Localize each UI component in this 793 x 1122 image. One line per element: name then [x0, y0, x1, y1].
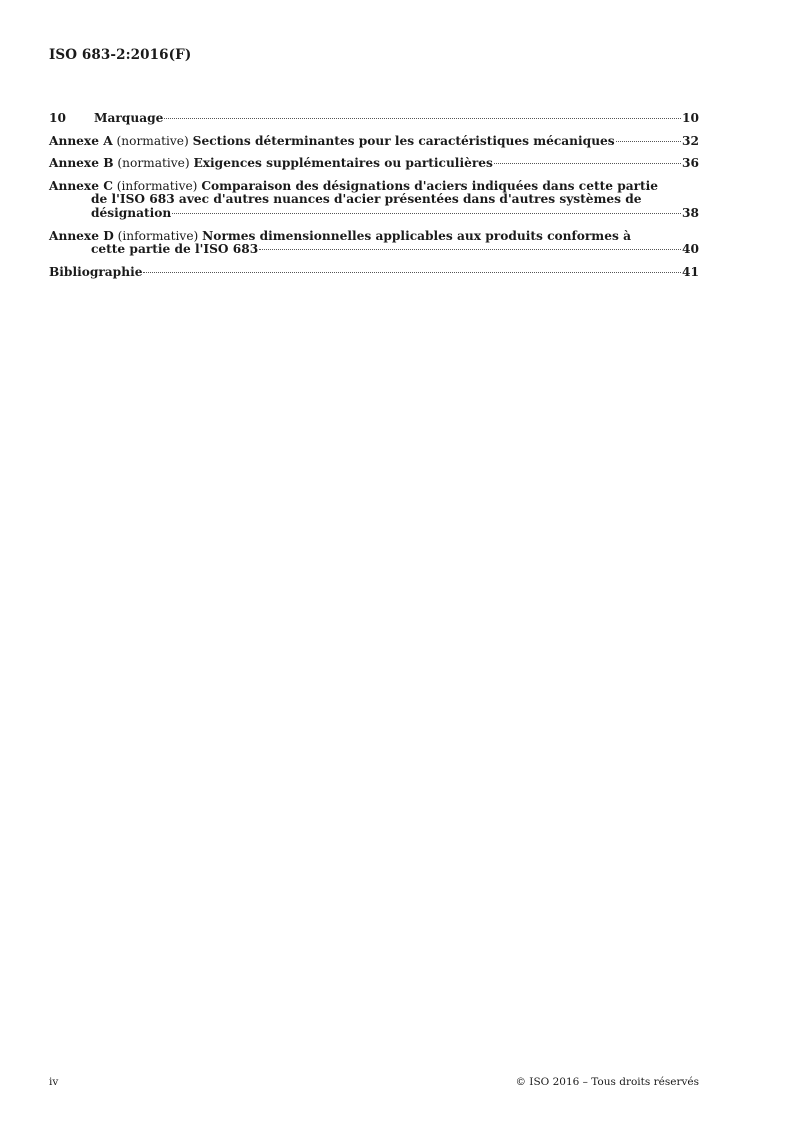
toc-section-number: 10: [49, 111, 66, 125]
toc-annex-title-line3: désignation: [91, 205, 172, 220]
toc-annex-title: Exigences supplémentaires ou particulières: [193, 156, 493, 171]
toc-page-number: 32: [682, 133, 699, 148]
toc-leader-dots: [143, 272, 681, 273]
toc-annex-label: Annexe A: [49, 133, 113, 148]
toc-entry-section-10[interactable]: [49, 112, 699, 126]
table-of-contents: [49, 112, 699, 288]
toc-annex-type: (normative): [116, 133, 189, 148]
toc-annex-type: (informative): [117, 228, 199, 243]
toc-annex-label: Annexe C: [49, 178, 113, 193]
toc-annex-title-line1: Comparaison des désignations d'aciers indiquées dans cette partie: [201, 178, 659, 193]
toc-bibliography-title: Bibliographie: [49, 264, 143, 279]
document-id: ISO 683-2:2016(F): [49, 47, 192, 63]
toc-entry-annex-a[interactable]: [49, 135, 699, 149]
toc-annex-label: Annexe D: [49, 228, 114, 243]
toc-annex-type: (informative): [116, 178, 198, 193]
toc-leader-dots: [616, 141, 681, 142]
toc-page-number: 41: [682, 264, 699, 279]
toc-annex-first-line: [49, 180, 699, 194]
toc-page-number: 10: [682, 111, 699, 125]
toc-entry-annex-b[interactable]: [49, 157, 699, 171]
toc-entry-annex-c[interactable]: [49, 180, 699, 221]
toc-leader-dots: [494, 163, 681, 164]
toc-page-number: 40: [682, 242, 699, 257]
toc-section-title: Marquage: [94, 111, 164, 125]
toc-annex-text: [49, 157, 493, 171]
toc-annex-label: Annexe B: [49, 156, 114, 171]
toc-annex-first-line: [49, 230, 699, 244]
toc-annex-type: (normative): [117, 156, 190, 171]
toc-page-number: 38: [682, 205, 699, 220]
toc-annex-title-line1: Normes dimensionnelles applicables aux produits conformes à: [202, 228, 631, 243]
toc-entry-annex-d[interactable]: [49, 230, 699, 257]
toc-leader-dots: [164, 118, 681, 119]
toc-annex-text: [49, 135, 615, 149]
toc-leader-dots: [172, 213, 681, 214]
footer-page-number: iv: [49, 1076, 59, 1088]
toc-leader-dots: [259, 249, 681, 250]
toc-annex-title: Sections déterminantes pour les caractéristiques mécaniques: [192, 133, 615, 148]
toc-annex-title-line2: cette partie de l'ISO 683: [91, 242, 259, 257]
toc-annex-title-line2: de l'ISO 683 avec d'autres nuances d'acier présentées dans d'autres systèmes de: [91, 192, 642, 207]
footer-copyright: © ISO 2016 – Tous droits réservés: [515, 1076, 699, 1088]
toc-page-number: 36: [682, 156, 699, 171]
toc-entry-bibliography[interactable]: [49, 266, 699, 280]
